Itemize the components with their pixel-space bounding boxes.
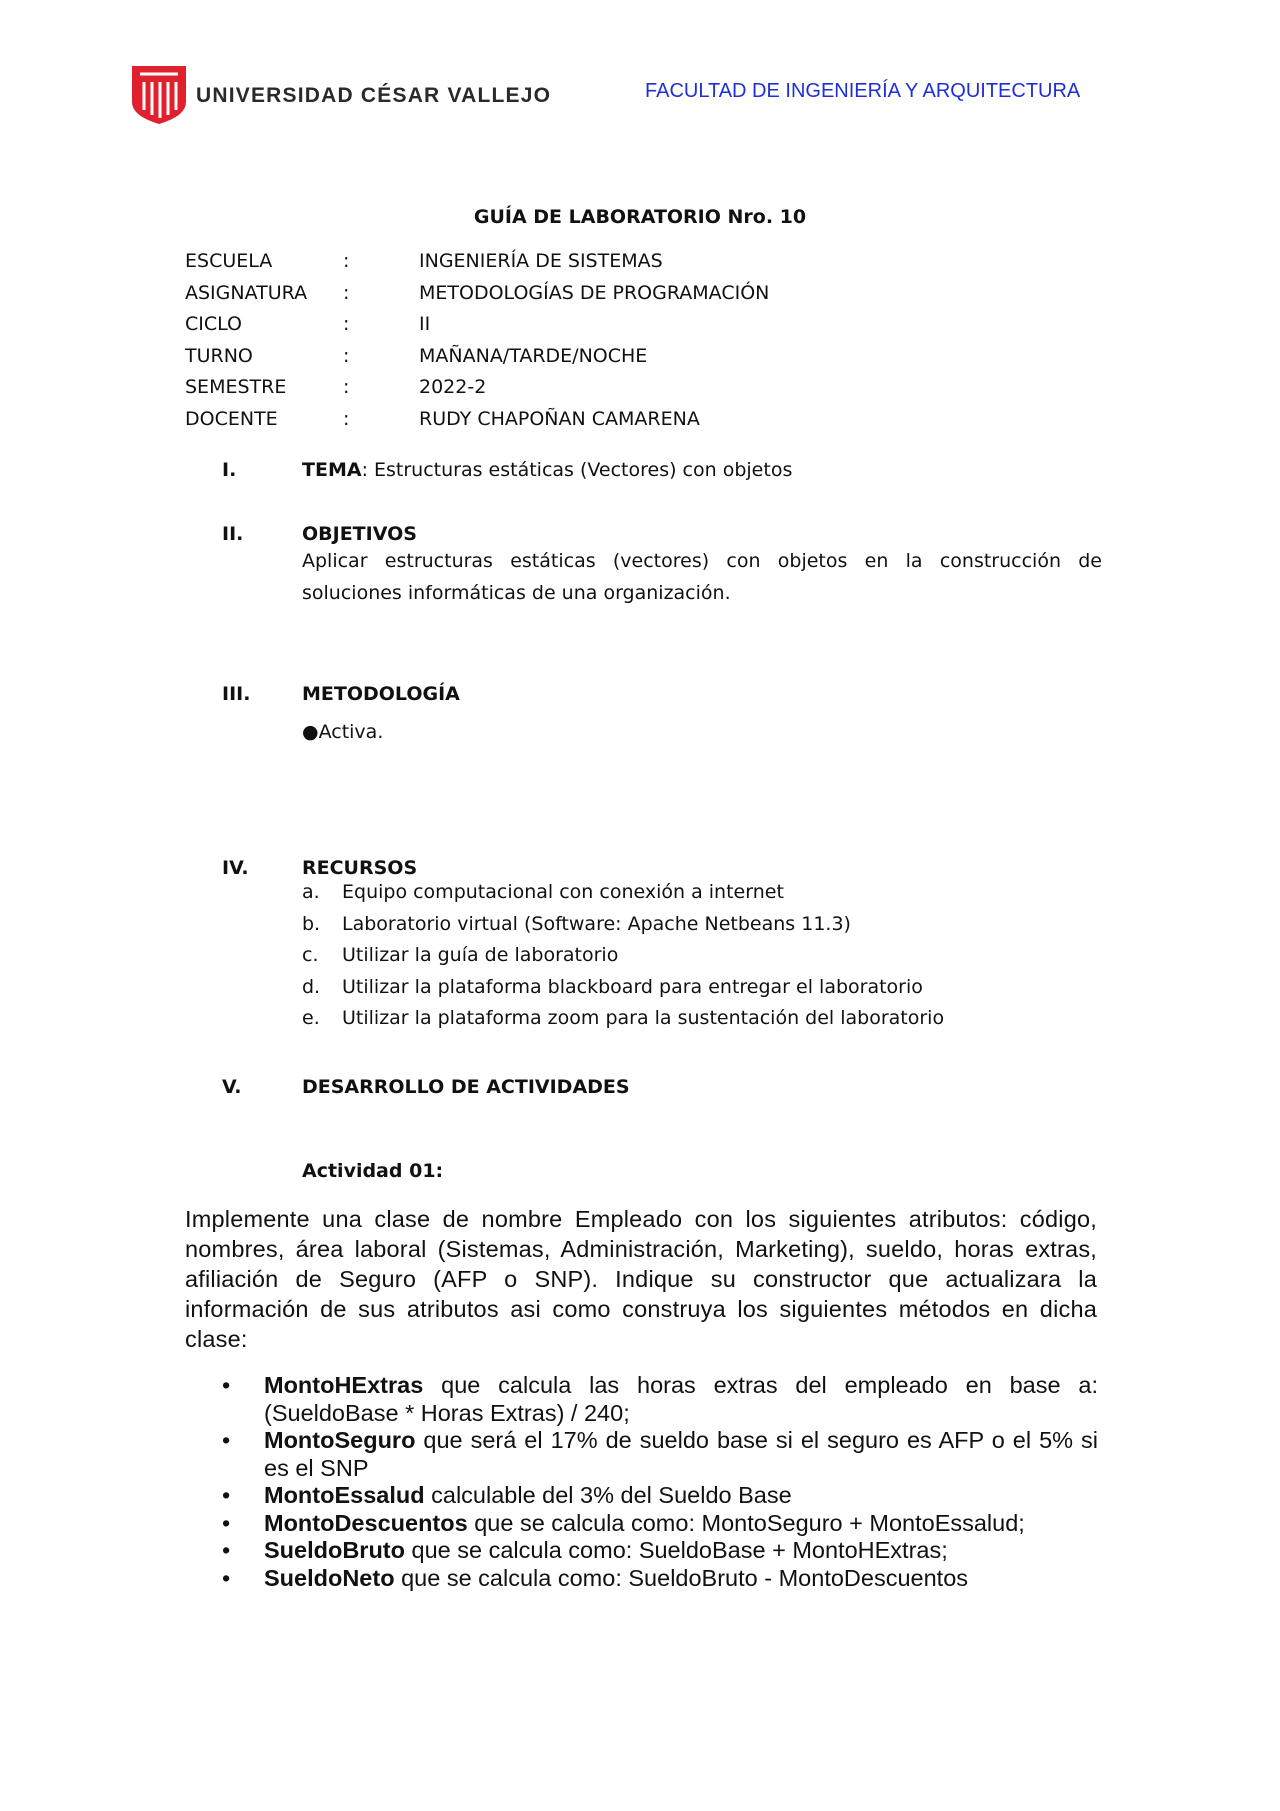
info-row — [185, 313, 769, 345]
section-label: DESARROLLO DE ACTIVIDADES — [302, 1076, 630, 1098]
list-item — [302, 944, 1102, 976]
section-text: Activa. — [318, 721, 384, 743]
ucv-shield-icon — [130, 62, 188, 126]
method-name: MontoHExtras — [264, 1372, 424, 1398]
bullet-icon: • — [222, 1482, 231, 1508]
info-value: 2022-2 — [419, 376, 487, 398]
section-number: II. — [222, 523, 244, 545]
info-value: II — [419, 313, 431, 335]
section-number: V. — [222, 1076, 242, 1098]
info-value: METODOLOGÍAS DE PROGRAMACIÓN — [419, 281, 770, 304]
activity-paragraph: Implemente una clase de nombre Empleado con los siguientes atributos: código, nombres, área laboral (Sistemas, Administración, Marketing), sueldo, horas extras, afiliación de Seguro (AFP o SNP). Indique su constructor que actualizara la información de sus atributos asi como construya los siguientes métodos en dicha clase: — [185, 1206, 1097, 1352]
list-letter: d. — [302, 975, 321, 998]
list-item — [222, 1510, 1098, 1538]
list-text: Utilizar la plataforma zoom para la sustentación del laboratorio — [342, 1007, 945, 1029]
info-colon: : — [343, 313, 350, 335]
list-item — [302, 1007, 1102, 1039]
list-item — [222, 1482, 1098, 1510]
course-info-table — [185, 250, 769, 439]
list-letter: b. — [302, 912, 321, 935]
bullet-icon: • — [222, 1537, 231, 1563]
info-key: DOCENTE — [185, 407, 278, 430]
info-key: CICLO — [185, 313, 242, 335]
method-name: MontoSeguro — [264, 1427, 416, 1453]
list-item — [222, 1537, 1098, 1565]
info-row — [185, 345, 769, 377]
list-letter: c. — [302, 944, 319, 966]
section-text: : Estructuras estáticas (Vectores) con objetos — [361, 459, 793, 481]
info-colon: : — [343, 344, 350, 367]
list-item — [222, 1427, 1098, 1482]
section-label: TEMA — [302, 459, 362, 481]
list-text: Utilizar la guía de laboratorio — [342, 944, 619, 966]
list-text: Laboratorio virtual (Software: Apache Netbeans 11.3) — [342, 912, 851, 935]
info-key: ASIGNATURA — [185, 281, 308, 304]
info-colon: : — [343, 281, 350, 304]
list-text: Utilizar la plataforma blackboard para entregar el laboratorio — [342, 975, 923, 998]
info-colon: : — [343, 250, 350, 272]
info-value: INGENIERÍA DE SISTEMAS — [419, 250, 663, 272]
method-name: SueldoBruto — [264, 1537, 405, 1563]
info-row — [185, 250, 769, 282]
info-colon: : — [343, 376, 350, 398]
info-colon: : — [343, 407, 350, 430]
bullet-icon: • — [222, 1372, 231, 1398]
section-label: RECURSOS — [302, 857, 418, 879]
list-item — [222, 1372, 1098, 1427]
method-name: MontoEssalud — [264, 1482, 425, 1508]
method-desc: que será el 17% de sueldo base si el seguro es AFP o el 5% si es el SNP — [264, 1427, 1098, 1481]
list-item — [302, 976, 1102, 1008]
list-item — [222, 1565, 1098, 1593]
method-desc: que calcula las horas extras del empleado en base a: (SueldoBase * Horas Extras) / 240; — [264, 1372, 1098, 1426]
info-row — [185, 408, 769, 440]
info-key: TURNO — [185, 344, 253, 367]
bullet-icon: • — [222, 1427, 231, 1453]
section-text: Aplicar estructuras estáticas (vectores) con objetos en la construcción de soluciones informáticas de una organización. — [302, 550, 1102, 604]
info-key: SEMESTRE — [185, 376, 287, 398]
university-logo — [130, 62, 550, 126]
university-name: UNIVERSIDAD CÉSAR VALLEJO — [196, 84, 552, 107]
list-letter: a. — [302, 881, 320, 903]
info-row — [185, 282, 769, 314]
list-letter: e. — [302, 1007, 320, 1029]
list-item — [302, 881, 1102, 913]
methods-list — [222, 1372, 1098, 1592]
method-desc: que se calcula como: MontoSeguro + MontoEssalud; — [467, 1509, 1025, 1536]
info-key: ESCUELA — [185, 250, 273, 272]
section-number: I. — [222, 459, 237, 481]
bullet-icon: • — [222, 1509, 231, 1536]
method-desc: que se calcula como: SueldoBruto - MontoDescuentos — [394, 1564, 969, 1591]
activity-title: Actividad 01: — [302, 1160, 444, 1182]
section-number: III. — [222, 683, 251, 705]
list-item — [302, 913, 1102, 945]
method-desc: que se calcula como: SueldoBase + MontoHExtras; — [405, 1537, 948, 1563]
method-name: SueldoNeto — [264, 1564, 395, 1591]
bullet-icon: • — [222, 1564, 231, 1591]
faculty-name: FACULTAD DE INGENIERÍA Y ARQUITECTURA — [645, 80, 1081, 102]
method-desc: calculable del 3% del Sueldo Base — [424, 1482, 792, 1508]
section-label: METODOLOGÍA — [302, 683, 460, 705]
section-label: OBJETIVOS — [302, 523, 417, 545]
section-number: IV. — [222, 857, 249, 879]
info-row — [185, 376, 769, 408]
list-text: Equipo computacional con conexión a internet — [342, 881, 784, 903]
method-name: MontoDescuentos — [264, 1509, 468, 1536]
info-value: MAÑANA/TARDE/NOCHE — [419, 344, 648, 367]
bullet-icon: ● — [302, 721, 319, 743]
page-title: GUÍA DE LABORATORIO Nro. 10 — [473, 206, 807, 228]
info-value: RUDY CHAPOÑAN CAMARENA — [419, 407, 700, 430]
